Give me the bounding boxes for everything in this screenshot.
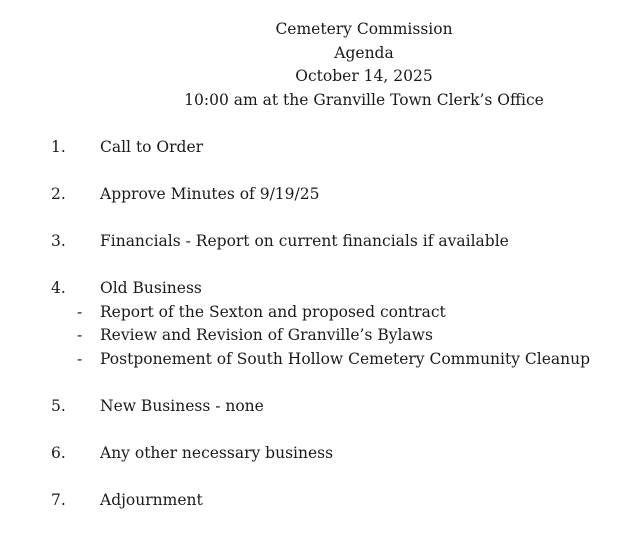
commission-name: Cemetery Commission <box>275 20 453 38</box>
agenda-header <box>0 18 630 112</box>
document-title: Agenda <box>334 43 394 62</box>
item-number: 2. <box>51 185 66 203</box>
agenda-item <box>0 488 630 512</box>
agenda-item <box>0 276 630 300</box>
agenda-subitem <box>0 323 630 347</box>
subitem-label: Report of the Sexton and proposed contract <box>100 303 446 321</box>
item-label: Any other necessary business <box>100 444 334 462</box>
agenda-item <box>0 394 630 418</box>
item-number: 1. <box>51 138 66 156</box>
item-number: 5. <box>51 397 66 415</box>
item-number: 6. <box>51 444 66 462</box>
item-label: Call to Order <box>100 138 204 156</box>
agenda-item <box>0 182 630 206</box>
agenda-item <box>0 441 630 465</box>
meeting-date: October 14, 2025 <box>295 67 433 85</box>
item-number: 7. <box>51 491 66 509</box>
subitem-dash: - <box>77 326 83 344</box>
item-number: 3. <box>51 232 66 250</box>
item-label: New Business - none <box>100 397 264 415</box>
item-label: Financials - Report on current financials if available <box>100 232 509 250</box>
item-number: 4. <box>51 279 66 297</box>
subitem-dash: - <box>77 350 83 368</box>
subitem-label: Review and Revision of Granville’s Bylaws <box>100 326 433 344</box>
agenda-subitem <box>0 347 630 371</box>
item-label: Old Business <box>100 279 202 297</box>
agenda-item <box>0 135 630 159</box>
subitem-label: Postponement of South Hollow Cemetery Community Cleanup <box>100 350 591 368</box>
agenda-item <box>0 229 630 253</box>
meeting-time-location: 10:00 am at the Granville Town Clerk’s Office <box>184 90 544 109</box>
agenda-subitem <box>0 300 630 324</box>
subitem-dash: - <box>77 303 83 321</box>
item-label: Adjournment <box>100 491 203 509</box>
item-label: Approve Minutes of 9/19/25 <box>100 185 320 203</box>
